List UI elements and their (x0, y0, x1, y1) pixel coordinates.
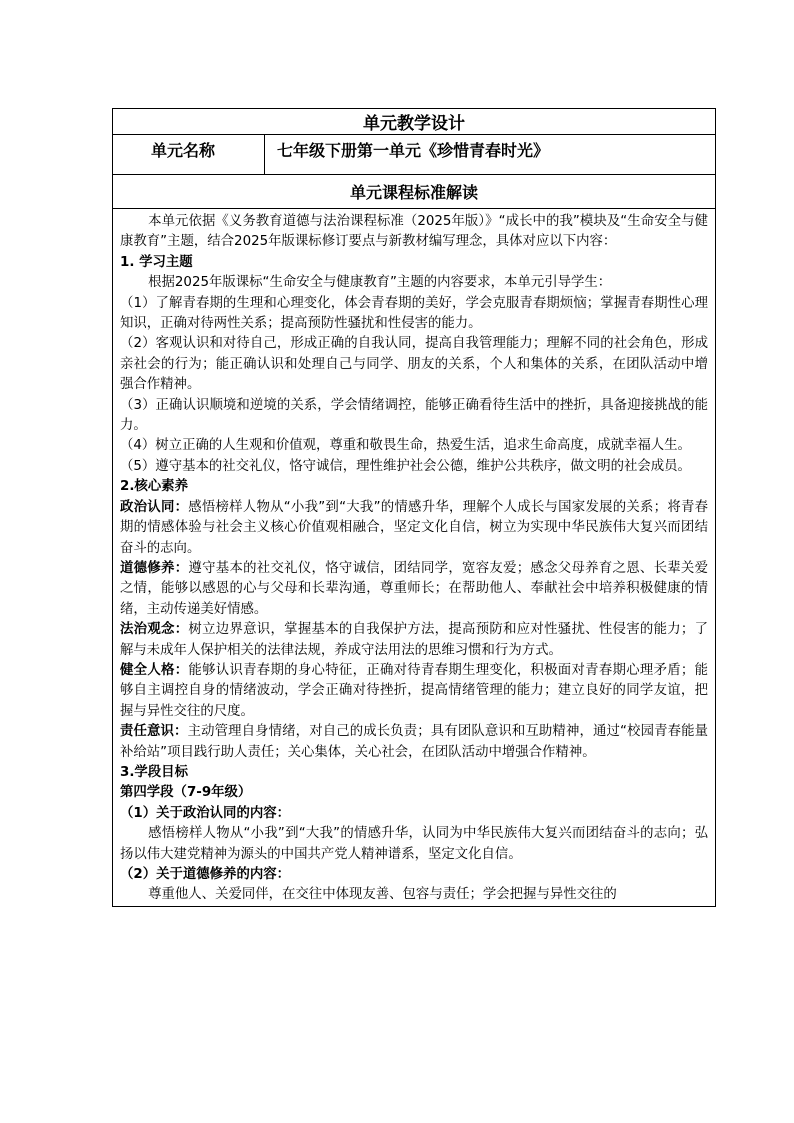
literacy-term: 健全人格： (120, 662, 189, 678)
literacy-text: 树立边界意识，掌握基本的自我保护方法，提高预防和应对性骚扰、性侵害的能力；了解与未成年人保护相关的法律法规，养成守法用法的思维习惯和行为方式。 (120, 622, 708, 658)
unit-name-value: 七年级下册第一单元《珍惜青春时光》 (277, 141, 550, 160)
unit-name-label: 单元名称 (113, 135, 265, 174)
moral-text: 尊重他人、关爱同伴，在交往中体现友善、包容与责任；学会把握与异性交往的 (148, 887, 617, 903)
literacy-text: 遵守基本的社交礼仪，恪守诚信，团结同学，宽容友爱；感念父母养育之恩、长辈关爱之情，能够以感恩的心与父母和长辈沟通，尊重师长；在帮助他人、奉献社会中培养积极健康的情绪，主动传递美好情感。 (120, 560, 708, 617)
list-item: （1）了解青春期的生理和心理变化，体会青春期的美好，学会克服青春期烦恼；掌握青春期性心理知识，正确对待两性关系；提高预防性骚扰和性侵害的能力。 (120, 295, 708, 332)
section-title: 单元课程标准解读 (113, 175, 715, 209)
heading-stage-goals: 3.学段目标 (120, 764, 188, 780)
political-text: 感悟榜样人物从“小我”到“大我”的情感升华，认同为中华民族伟大复兴而团结奋斗的志向；弘扬以伟大建党精神为源头的中国共产党人精神谱系，坚定文化自信。 (120, 826, 708, 862)
list-item: （3）正确认识顺境和逆境的关系，学会情绪调控，能够正确看待生活中的挫折，具备迎接挑战的能力。 (120, 397, 708, 434)
literacy-term: 责任意识： (120, 724, 188, 740)
heading-core-literacy: 2.核心素养 (120, 479, 188, 495)
literacy-term: 法治观念： (120, 622, 189, 638)
section-content (113, 209, 715, 906)
subheading-political: （1）关于政治认同的内容： (120, 805, 291, 821)
literacy-item (120, 722, 708, 763)
learning-theme-lead: 根据2025年版课标“生命安全与健康教育”主题的内容要求，本单元引导学生： (148, 275, 612, 291)
heading-learning-theme: 1. 学习主题 (120, 254, 193, 270)
literacy-text: 主动管理自身情绪，对自己的成长负责；具有团队意识和互助精神，通过“校园青春能量补给站”项目践行助人责任；关心集体，关心社会，在团队活动中增强合作精神。 (120, 724, 709, 760)
literacy-text: 感悟榜样人物从“小我”到“大我”的情感升华，理解个人成长与国家发展的关系；将青春期的情感体验与社会主义核心价值观相融合，坚定文化自信，树立为实现中华民族伟大复兴而团结奋斗的志向。 (120, 499, 709, 556)
literacy-text: 能够认识青春期的身心特征，正确对待青春期生理变化，积极面对青春期心理矛盾；能够自主调控自身的情绪波动，学会正确对待挫折，提高情绪管理的能力；建立良好的同学友谊，把握与异性交往的尺度。 (120, 662, 708, 719)
literacy-item (120, 620, 708, 661)
stage-label: 第四学段（7-9年级） (120, 785, 252, 801)
list-item: （5）遵守基本的社交礼仪，恪守诚信，理性维护社会公德，维护公共秩序，做文明的社会成员。 (120, 458, 691, 474)
literacy-item (120, 498, 708, 559)
subheading-moral: （2）关于道德修养的内容： (120, 867, 291, 882)
literacy-item (120, 661, 708, 722)
unit-name-row (113, 135, 715, 175)
list-item: （2）客观认识和对待自己，形成正确的自我认同，提高自我管理能力；理解不同的社会角色，形成亲社会的行为；能正确认识和处理自己与同学、朋友的关系，个人和集体的关系，在团队活动中增强合作精神。 (120, 336, 708, 393)
intro-paragraph: 本单元依据《义务教育道德与法治课程标准（2025年版）》“成长中的我”模块及“生命安全与健康教育”主题，结合2025年版课标修订要点与新教材编写理念，具体对应以下内容： (120, 214, 708, 250)
literacy-term: 道德修养： (120, 560, 189, 576)
literacy-term: 政治认同： (120, 499, 189, 515)
unit-design-table (112, 108, 716, 907)
table-title: 单元教学设计 (113, 109, 715, 135)
literacy-item (120, 559, 708, 620)
list-item: （4）树立正确的人生观和价值观，尊重和敬畏生命，热爱生活，追求生命高度，成就幸福人生。 (120, 438, 691, 454)
